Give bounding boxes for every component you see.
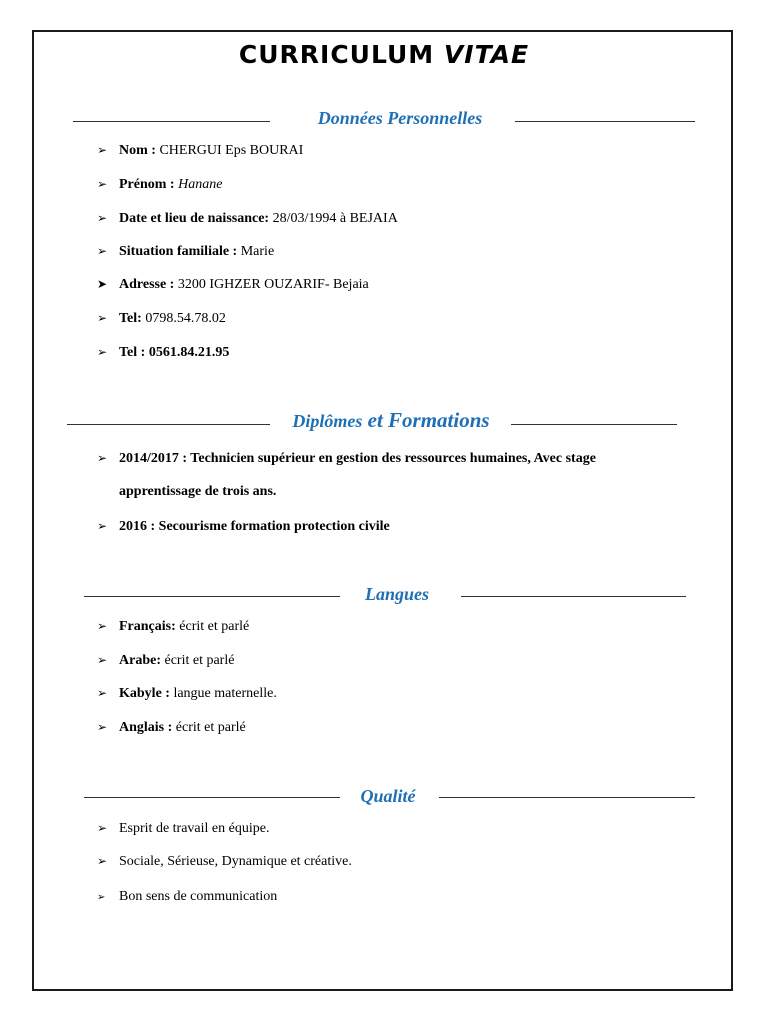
item-label: Nom : bbox=[119, 143, 156, 158]
item-value: Marie bbox=[237, 244, 275, 259]
cv-title bbox=[0, 40, 768, 69]
list-item bbox=[97, 818, 269, 839]
list-item bbox=[97, 308, 226, 329]
section-rule-right bbox=[515, 121, 695, 122]
section-heading-languages: Langues bbox=[364, 584, 429, 604]
arrow-bullet-icon: ➢ bbox=[97, 244, 108, 258]
list-item bbox=[97, 208, 398, 229]
item-text: Sociale, Sérieuse, Dynamique et créative. bbox=[119, 854, 352, 869]
item-value: Hanane bbox=[178, 177, 223, 192]
item-label: Anglais : bbox=[119, 720, 173, 735]
arrow-bullet-icon: ➢ bbox=[97, 653, 108, 667]
list-item bbox=[97, 851, 352, 872]
section-heading-personal: Données Personnelles bbox=[317, 108, 483, 128]
arrow-bullet-icon: ➢ bbox=[97, 892, 106, 903]
section-rule-left bbox=[73, 121, 270, 122]
section-rule-right bbox=[461, 596, 686, 597]
item-label: Kabyle : bbox=[119, 686, 170, 701]
item-label: Arabe: bbox=[119, 653, 161, 668]
list-item bbox=[97, 616, 249, 637]
item-value: écrit et parlé bbox=[172, 720, 246, 735]
title-part1: CURRICULUM bbox=[238, 40, 435, 69]
item-value: écrit et parlé bbox=[161, 653, 235, 668]
arrow-bullet-icon: ➢ bbox=[97, 854, 108, 868]
section-rule-right bbox=[511, 424, 677, 425]
arrow-bullet-icon: ➢ bbox=[97, 720, 108, 734]
item-continuation: apprentissage de trois ans. bbox=[119, 484, 277, 499]
list-item bbox=[97, 683, 277, 704]
item-value: écrit et parlé bbox=[175, 619, 250, 634]
item-label: Date et lieu de naissance: bbox=[119, 211, 270, 226]
item-label: Prénom : bbox=[119, 177, 175, 192]
arrow-bullet-icon: ➢ bbox=[97, 619, 108, 633]
arrow-bullet-icon: ➢ bbox=[97, 143, 108, 157]
arrow-bullet-icon: ➢ bbox=[97, 177, 108, 191]
title-part2: VITAE bbox=[443, 40, 530, 69]
item-label: Tel : 0561.84.21.95 bbox=[119, 345, 230, 360]
list-item bbox=[97, 650, 234, 671]
arrow-bullet-icon: ➢ bbox=[97, 211, 108, 225]
list-item bbox=[97, 342, 229, 363]
section-rule-left bbox=[84, 596, 340, 597]
arrow-bullet-icon: ➢ bbox=[97, 821, 108, 835]
item-label: Français: bbox=[119, 619, 176, 634]
section-heading-diplomas bbox=[272, 408, 510, 438]
item-label: Adresse : bbox=[119, 277, 175, 292]
list-item bbox=[97, 174, 222, 195]
item-value: langue maternelle. bbox=[169, 686, 277, 701]
item-label: Tel: bbox=[119, 311, 142, 326]
arrow-bullet-icon: ➤ bbox=[97, 277, 108, 291]
item-text: 2016 : Secourisme formation protection civile bbox=[119, 519, 390, 534]
arrow-bullet-icon: ➢ bbox=[97, 686, 108, 700]
heading-part: Diplômes bbox=[292, 411, 363, 431]
heading-part: et Formations bbox=[362, 408, 490, 432]
section-rule-left bbox=[67, 424, 270, 425]
arrow-bullet-icon: ➢ bbox=[97, 311, 108, 325]
list-item bbox=[97, 140, 303, 161]
list-item bbox=[97, 274, 369, 295]
arrow-bullet-icon: ➢ bbox=[97, 345, 108, 359]
list-item bbox=[97, 516, 390, 537]
item-value: 0798.54.78.02 bbox=[141, 311, 226, 326]
list-item bbox=[97, 241, 274, 262]
section-rule-left bbox=[84, 797, 340, 798]
item-label: Situation familiale : bbox=[119, 244, 238, 259]
section-rule-right bbox=[439, 797, 695, 798]
arrow-bullet-icon: ➢ bbox=[97, 451, 108, 465]
item-value: 28/03/1994 à BEJAIA bbox=[269, 211, 398, 226]
list-item bbox=[97, 448, 596, 469]
item-text: 2014/2017 : Technicien supérieur en gestion des ressources humaines, Avec stage bbox=[119, 451, 596, 466]
item-text: Bon sens de communication bbox=[119, 889, 278, 904]
item-value: 3200 IGHZER OUZARIF- Bejaia bbox=[174, 277, 369, 292]
list-item bbox=[97, 717, 246, 738]
list-item bbox=[97, 887, 277, 908]
item-text: Esprit de travail en équipe. bbox=[119, 821, 270, 836]
section-heading-qualities: Qualité bbox=[360, 786, 416, 806]
arrow-bullet-icon: ➢ bbox=[97, 519, 108, 533]
item-value: CHERGUI Eps BOURAI bbox=[155, 143, 304, 158]
